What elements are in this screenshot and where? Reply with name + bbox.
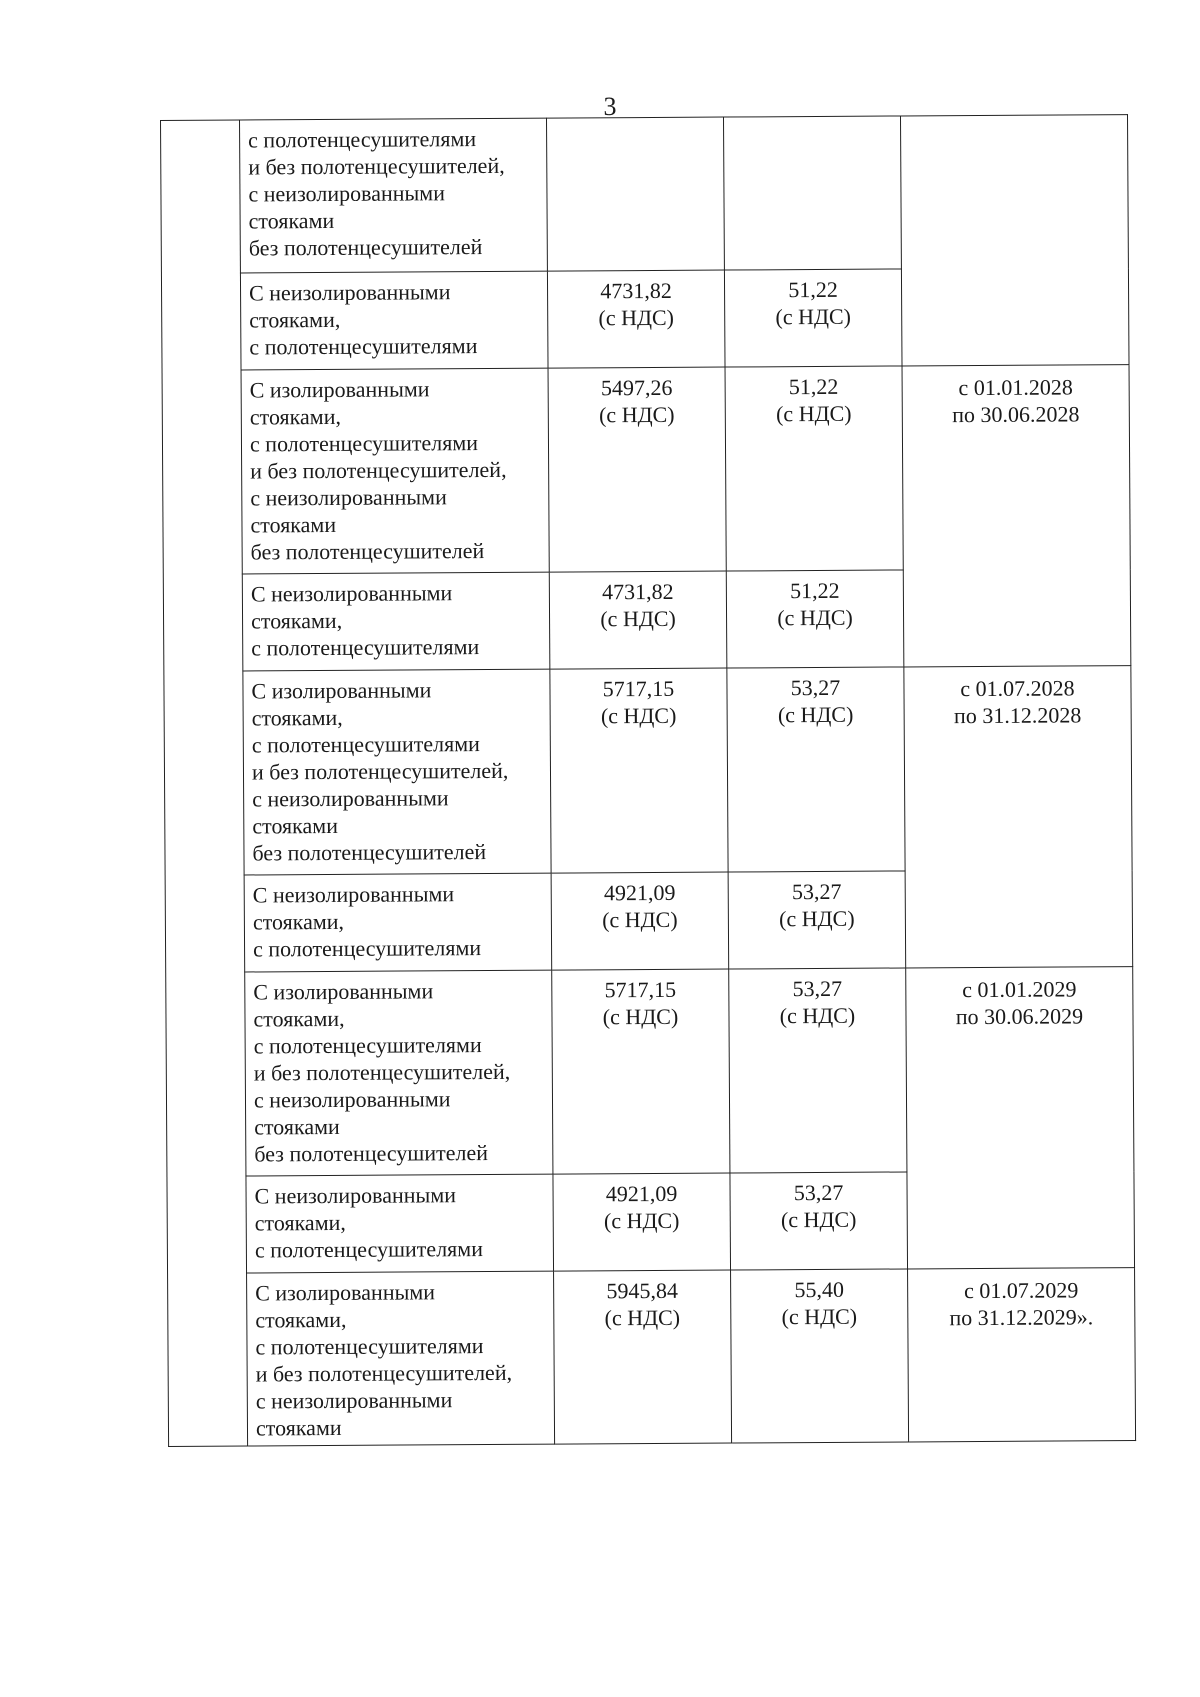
period-cell: с 01.01.2028 по 30.06.2028 xyxy=(902,365,1131,667)
period-cell: с 01.07.2028 по 31.12.2028 xyxy=(904,666,1133,968)
description-cell: с полотенцесушителями и без полотенцесушителей, с неизолированными стояками без полотенцесушителей xyxy=(240,118,548,273)
page-number: 3 xyxy=(603,92,617,121)
period-cell: с 01.01.2029 по 30.06.2029 xyxy=(906,967,1135,1269)
description-cell: С неизолированными стояками, с полотенцесушителями xyxy=(240,271,548,370)
description-cell: С изолированными стояками, с полотенцесушителями и без полотенцесушителей, с неизолированными стояками xyxy=(247,1271,555,1446)
price-cell: 4921,09 (с НДС) xyxy=(551,872,729,970)
description-cell: С неизолированными стояками, с полотенцесушителями xyxy=(246,1174,554,1273)
description-cell: С неизолированными стояками, с полотенцесушителями xyxy=(244,873,552,972)
rate-cell: 53,27 (с НДС) xyxy=(727,667,905,872)
price-cell: 5945,84 (с НДС) xyxy=(554,1270,732,1444)
description-cell: С изолированными стояками, с полотенцесушителями и без полотенцесушителей, с неизолированными стояками без полотенцесушителей xyxy=(241,368,549,574)
rate-cell: 53,27 (с НДС) xyxy=(730,1172,908,1270)
price-cell: 4731,82 (с НДС) xyxy=(547,270,725,368)
rate-cell xyxy=(723,116,901,270)
period-cell: с 01.07.2029 по 31.12.2029». xyxy=(908,1268,1136,1442)
price-cell: 5717,15 (с НДС) xyxy=(550,668,728,873)
table-row xyxy=(166,967,1134,1177)
price-cell: 5497,26 (с НДС) xyxy=(548,367,726,572)
description-cell: С изолированными стояками, с полотенцесушителями и без полотенцесушителей, с неизолированными стояками без полотенцесушителей xyxy=(245,970,553,1176)
rate-cell: 55,40 (с НДС) xyxy=(731,1269,909,1443)
rate-cell: 51,22 (с НДС) xyxy=(726,570,904,668)
rate-cell: 51,22 (с НДС) xyxy=(725,366,903,571)
rate-cell: 51,22 (с НДС) xyxy=(724,269,902,367)
index-column-cell xyxy=(161,120,248,1446)
table-row xyxy=(168,1268,1136,1447)
description-cell: С неизолированными стояками, с полотенцесушителями xyxy=(242,572,550,671)
table-row xyxy=(164,666,1132,876)
table-row xyxy=(161,115,1129,274)
description-cell: С изолированными стояками, с полотенцесушителями и без полотенцесушителей, с неизолированными стояками без полотенцесушителей xyxy=(243,669,551,875)
period-cell xyxy=(900,115,1129,366)
rate-cell: 53,27 (с НДС) xyxy=(728,871,906,969)
price-cell: 5717,15 (с НДС) xyxy=(552,969,730,1174)
price-cell: 4731,82 (с НДС) xyxy=(549,571,727,669)
tariff-table xyxy=(160,114,1136,1447)
price-cell xyxy=(546,117,724,271)
price-cell: 4921,09 (с НДС) xyxy=(553,1173,731,1271)
rate-cell: 53,27 (с НДС) xyxy=(729,968,907,1173)
table-row xyxy=(162,365,1130,575)
